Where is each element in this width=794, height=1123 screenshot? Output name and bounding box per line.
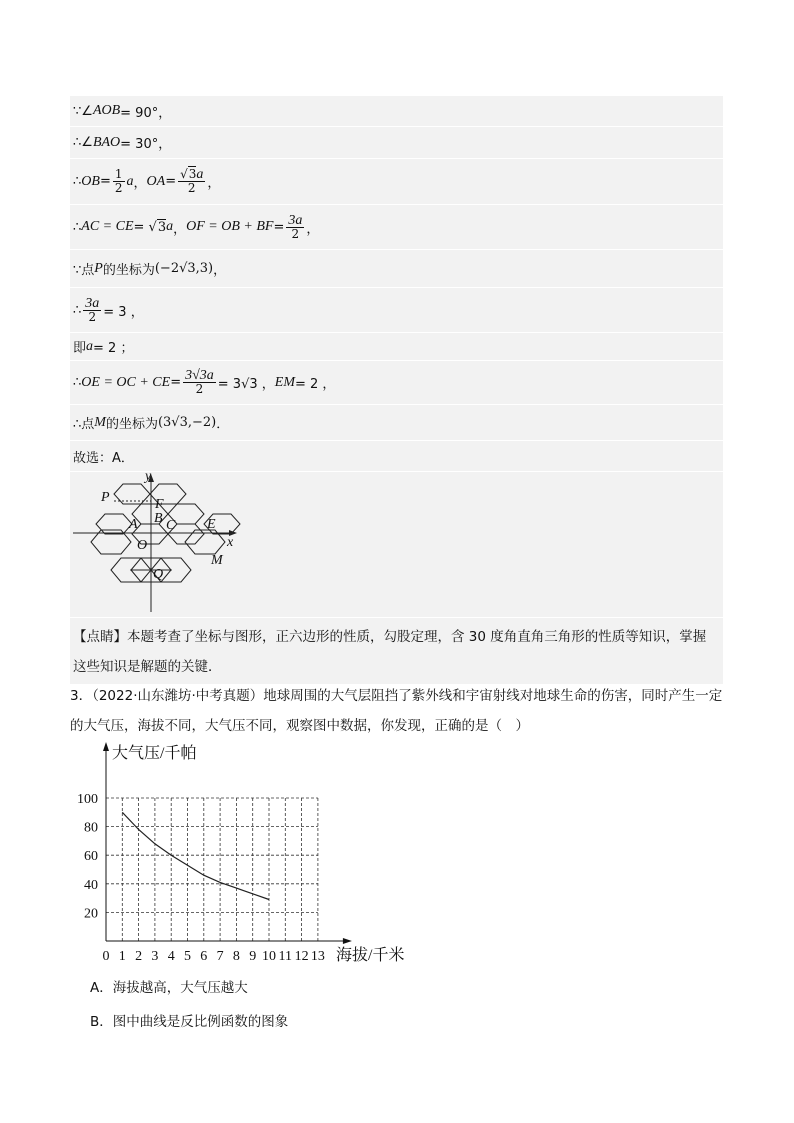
- label-x: x: [227, 535, 234, 550]
- solution-line-5: ∵点 P 的坐标为 (−2√3,3) ，: [70, 250, 723, 288]
- y-tick-label: 40: [84, 877, 98, 893]
- x-tick-label: 9: [249, 949, 257, 964]
- question-number: 3．: [70, 688, 93, 704]
- x-tick-label: 1: [118, 949, 126, 964]
- chart-grid: [106, 798, 318, 941]
- y-tick-label: 100: [77, 792, 98, 807]
- fraction-3a-over-2: $\frac{3a}{2}$: [288, 212, 303, 241]
- label-m: M: [211, 553, 223, 568]
- comment-label: 【点睛】: [73, 629, 127, 645]
- chart-tick-labels: [77, 792, 325, 964]
- fraction-one-half: $\frac{1}{2}$: [114, 167, 123, 195]
- x-tick-label: 7: [216, 949, 224, 964]
- x-tick-label: 5: [184, 949, 191, 964]
- label-f: F: [155, 497, 164, 512]
- label-o: O: [137, 538, 148, 553]
- fraction-3sqrt3a-over-2: $\frac{3√3a}{2}$: [185, 368, 214, 396]
- solution-line-3: ∴ OB = $\frac{1}{2}$ a ， OA = $\frac{√3a}{2}$ ，: [70, 159, 723, 205]
- solution-line-6: ∴ $\frac{3a}{2}$ = 3 ，: [70, 288, 723, 333]
- comment-text: 本题考查了坐标与图形，正六边形的性质，勾股定理，含 30 度角直角三角形的性质等知识，掌握这些知识是解题的关键．: [73, 629, 707, 675]
- label-a: A: [129, 517, 138, 532]
- solution-line-9: ∴点 M 的坐标为 (3√3,−2) ．: [70, 405, 723, 441]
- label-p: P: [101, 490, 110, 505]
- y-axis-arrow: [103, 742, 109, 751]
- solution-block: [70, 96, 723, 684]
- x-axis-arrow: [343, 938, 352, 944]
- pressure-altitude-chart: [66, 740, 426, 970]
- fraction-3a-over-2: $\frac{3a}{2}$: [85, 295, 100, 324]
- label-b: B: [154, 511, 163, 526]
- solution-line-2: ∴∠ BAO = 30°，: [70, 127, 723, 159]
- x-tick-label: 8: [232, 949, 240, 964]
- y-tick-label: 60: [84, 849, 98, 865]
- fraction-sqrt3a-over-2: $\frac{√3a}{2}$: [180, 167, 204, 195]
- solution-line-4: ∴ AC = CE = √ 3 a ， OF = OB + BF = $\frac{3a}{2}$ ，: [70, 205, 723, 250]
- label-y: y: [145, 472, 152, 484]
- y-tick-label: 20: [84, 906, 98, 922]
- x-tick-label: 10: [262, 949, 276, 964]
- solution-answer: 故选：A．: [70, 441, 723, 472]
- label-c: C: [166, 518, 176, 533]
- y-tick-label: 80: [84, 820, 98, 836]
- hex-figure-row: [70, 472, 723, 618]
- chart-series-curve: [122, 812, 269, 899]
- x-tick-label: 13: [310, 949, 325, 964]
- chart-axes: [103, 742, 352, 944]
- x-tick-label: 2: [135, 949, 143, 964]
- chart-x-axis-label: 海拔/千米: [336, 947, 405, 964]
- x-tick-label: 11: [278, 949, 293, 964]
- question-3: [70, 681, 724, 741]
- comment-block: [70, 618, 723, 684]
- question-text: 地球周围的大气层阻挡了紫外线和宇宙射线对地球生命的伤害，同时产生一定的大气压，海拔不同，大气压不同，观察图中数据，你发现，正确的是（ ）: [70, 688, 723, 734]
- label-q: Q: [153, 567, 164, 582]
- solution-line-8: ∴ OE = OC + CE = $\frac{3√3a}{2}$ = 3√3 ， EM = 2 ，: [70, 361, 723, 405]
- label-e: E: [207, 517, 216, 532]
- hexagon-coordinate-figure: [73, 472, 253, 617]
- chart-y-axis-label: 大气压/千帕: [112, 745, 197, 762]
- x-tick-label: 4: [167, 949, 175, 964]
- question-source: （2022·山东潍坊·中考真题）: [92, 688, 264, 704]
- x-tick-label: 3: [151, 949, 159, 964]
- option-b: B．图中曲线是反比例函数的图象: [90, 1014, 289, 1030]
- solution-line-7: 即 a = 2 ；: [70, 333, 723, 361]
- option-a: A．海拔越高，大气压越大: [90, 980, 248, 996]
- x-tick-label: 12: [294, 949, 309, 964]
- x-tick-label: 6: [200, 949, 208, 964]
- solution-line-1: ∵∠ AOB = 90°，: [70, 96, 723, 127]
- x-tick-label: 0: [102, 949, 110, 964]
